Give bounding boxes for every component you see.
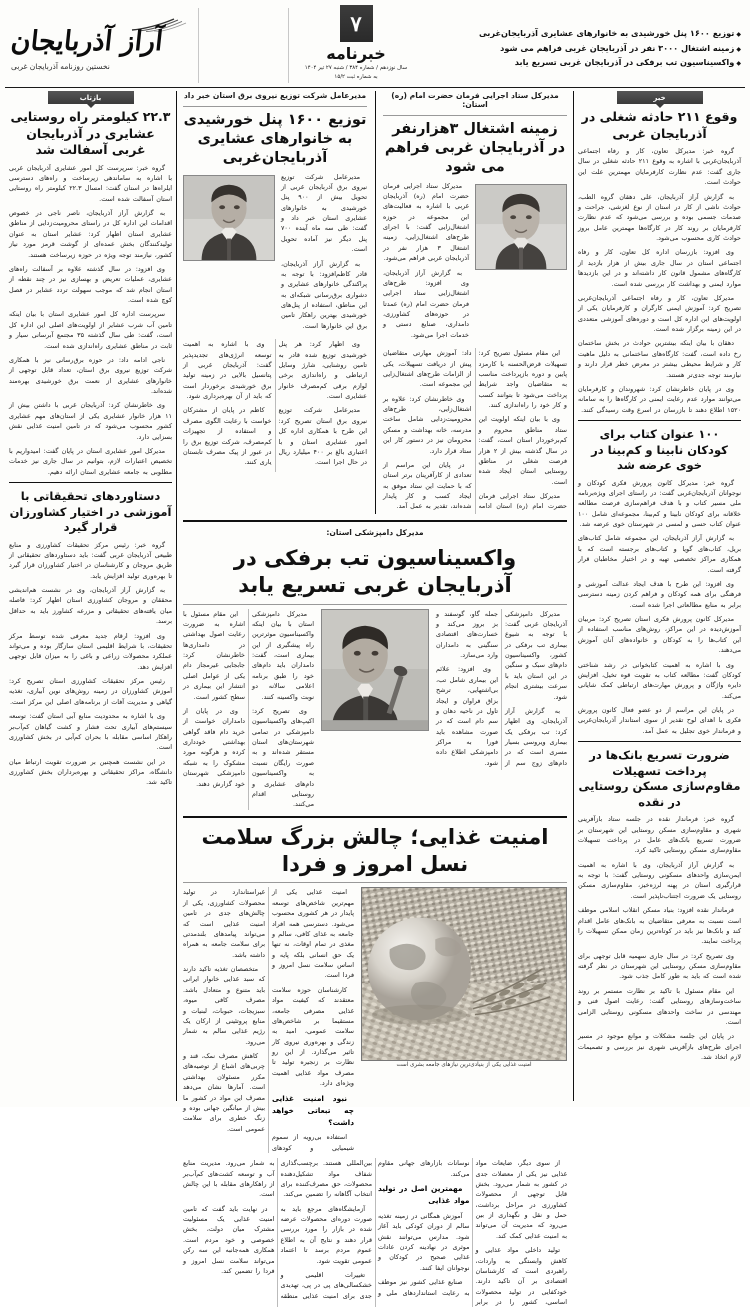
paragraph: به گزارش آراز آذربایجان، وی افزود: طرح‌های اشتغال‌زایی ستاد اجرایی فرمان حضرت امام (ره) عمدتا در حوزه‌های کشاورزی، دامداری، صنایع دستی و خدمات اجرا می‌شود.: [383, 268, 469, 339]
paragraph: آموزش همگانی در زمینه تغذیه سالم از دوران کودکی باید آغاز شود. مدارس می‌توانند نقش موثری در نهادینه کردن عادات غذایی صحیح در کودکان و نوجوانان ایفا کنند.: [378, 1211, 470, 1272]
paragraph: وی تصریح کرد: در سال جاری سهمیه قابل توجهی برای مقاوم‌سازی مسکن روستایی این شهرستان در نظر گرفته شده است که باید به طور کامل جذب شود.: [578, 951, 741, 981]
divider: [383, 115, 567, 116]
paragraph: به گزارش آراز آذربایجان، علی دهقان گروه الطب، حوادث ناشی از کار در استان از نوع لغزشی، جراحت و صدمات جسمی بوده و بررسی می‌شود که عدم نظارت کارفرمایان بر روند کار در کارگاه‌ها مهمترین عامل بروز حوادث کاری محسوب می‌شود.: [578, 192, 741, 242]
paragraph: از سوی دیگر، ضایعات مواد غذایی نیز یکی از معضلات جدی در کشور به شمار می‌رود. بخش قابل توجهی از محصولات کشاورزی در مراحل برداشت، حمل و نقل و نگهداری از بین می‌رود که مدیریت آن می‌تواند به امنیت غذایی کمک کند.: [475, 1159, 567, 1240]
photo-globe-on-wheat-grains: [362, 888, 566, 1060]
left-article-2-headline: ۱۰۰ عنوان کتاب برای کودکان نابینا و کم‌بینا در خوی عرضه شد: [591, 427, 728, 473]
paragraph: در پایان این مراسم از دو عضو فعال کانون پرورش فکری با اهدای لوح تقدیر از سوی استاندار آذربایجان‌غربی و فرماندار خوی تجلیل به عمل آمد.: [578, 706, 741, 735]
paragraph: تغییرات اقلیمی و خشکسالی‌های پی در پی، تهدیدی جدی برای امنیت غذایی منطقه به شمار می‌رود. مدیریت منابع آب و توسعه کشت‌های کم‌آب‌بر از راهکارهای مقابله با این چالش است.: [183, 1159, 372, 1300]
divider: [183, 816, 567, 818]
paragraph: دهقان با بیان اینکه بیشترین حوادث در بخش ساختمان رخ داده است، گفت: کارگاه‌های ساختمانی به دلیل ماهیت کار و شرایط محیطی بیشتر در معرض خطر قرار دارند و نیازمند توجه جدی‌تر هستند.: [578, 339, 741, 379]
mid-top-right-photo: [183, 175, 275, 261]
mid-mid-photo: [321, 609, 429, 731]
mid-top-right-article: [183, 91, 367, 514]
paragraph: وی خاطرنشان کرد: علاوه بر اشتغال‌زایی، طرح‌های محرومیت‌زدایی شامل ساخت مدرسه، خانه بهداشت و مسکن محرومان نیز در دستور کار این ستاد قرار دارد.: [383, 394, 472, 455]
paragraph: تولید داخلی مواد غذایی و کاهش وابستگی به واردات، راهبردی است که کارشناسان اقتصادی بر آن تاکید دارند. خودکفایی در تولید محصولات اساسی، کشور را در برابر نوسانات بازارهای جهانی مقاوم می‌کند.: [378, 1159, 567, 1307]
mid-bottom-article: [183, 824, 567, 1307]
mid-top-left-body-a: [383, 181, 469, 345]
paragraph: وی خاطرنشان کرد: آذربایجان غربی با داشتن بیش از ۱۱ هزار خانوار عشایری یکی از استان‌های مهم عشایری کشور محسوب می‌شود که در تامین امنیت غذایی نقش بسزایی دارد.: [9, 401, 172, 441]
left-article-1-headline: وقوع ۲۱۱ حادثه شغلی در آذربایجان غربی: [581, 109, 738, 141]
paragraph: وی با بیان اینکه اولویت این ستاد مناطق محروم و کم‌برخوردار استان است، گفت: در سال گذشته بیش از ۲ هزار فرصت شغلی در مناطق روستایی استان ایجاد شده است.: [478, 415, 567, 486]
paragraph: مدیرکل تعاون، کار و رفاه اجتماعی آذربایجان‌غربی تصریح کرد: آموزش ایمنی کارگران و کارفرمایان یکی از اولویت‌های این اداره کل است و دوره‌های آموزشی متعددی در این زمینه برگزار شده است.: [578, 293, 741, 333]
masthead-date-block: [297, 4, 415, 85]
paragraph: رئیس مرکز تحقیقات کشاورزی استان تصریح کرد: آموزش کشاورزان در زمینه روش‌های نوین آبیاری، تغذیه گیاهی و مدیریت آفات از برنامه‌های اصلی این مرکز است.: [9, 677, 172, 706]
mid-mid-body-left: [436, 609, 567, 771]
middle-column: [177, 91, 573, 1307]
left-article-3-body: [578, 814, 741, 1062]
paragraph: مدیرکل ستاد اجرایی فرمان حضرت امام (ره) استان ادامه داد: آموزش مهارتی متقاضیان پیش از دریافت تسهیلات، یکی از الزامات طرح‌های اشتغال‌زایی این مجموعه است.: [383, 349, 567, 511]
divider: [183, 604, 567, 605]
portrait-photo-man-suit: [184, 176, 274, 260]
portrait-photo-man-suit: [476, 185, 566, 269]
paragraph: این مقام مسئول با تاکید بر نظارت مستمر بر روند ساخت‌وسازهای روستایی گفت: رعایت اصول فنی و مهندسی در ساخت واحدهای مسکونی روستایی الزامی است.: [578, 986, 741, 1026]
mid-bottom-photo-caption: امنیت غذایی یکی از بنیادی‌ترین نیازهای جامعه بشری است: [396, 1062, 532, 1069]
paragraph: مدیرکل امور عشایری استان در پایان گفت: امیدواریم با تخصیص اعتبارات لازم، بتوانیم در سال جاری نیز خدمات مطلوبی به جامعه عشایری استان ارائه دهیم.: [9, 446, 172, 476]
paragraph: این مقام مسئول تصریح کرد: تسهیلات قرض‌الحسنه با کارمزد پایین و دوره بازپرداخت مناسب به متقاضیان واجد شرایط پرداخت می‌شود تا بتوانند کسب و کار خود را راه‌اندازی کنند.: [478, 349, 567, 410]
newspaper-title: آراز آذربایجان: [9, 26, 165, 57]
mid-mid-kicker: مدیرکل دامپزشکی استان:: [326, 527, 424, 537]
paragraph: وی اظهار کرد: هر پنل خورشیدی توزیع شده قادر به تامین روشنایی، شارژ وسایل ارتباطی و راه‌اندازی برخی لوازم برقی کم‌مصرف خانوار عشایری است.: [278, 340, 367, 401]
mid-top-left-photo: [475, 184, 567, 270]
divider: [578, 741, 741, 742]
paragraph: وی با اشاره به محدودیت منابع آبی استان گفت: توسعه سیستم‌های آبیاری تحت فشار و کشت گیاهان کم‌آب‌بر راهکار اساسی مقابله با بحران کم‌آبی در بخش کشاورزی است.: [9, 712, 172, 752]
paragraph: سرپرست اداره کل امور عشایری استان با بیان اینکه تامین آب شرب عشایر از اولویت‌های اصلی این اداره کل است، گفت: طی سال گذشته ۳۵ مجتمع آبرسانی سیار و ثابت در مناطق عشایری راه‌اندازی شده است.: [9, 310, 172, 350]
left-article-3-headline: ضرورت تسریع بانک‌ها در پرداخت تسهیلات مقاوم‌سازی مسکن روستایی در نقده: [578, 748, 741, 809]
paragraph: کاظم در پایان از مشترکان خواست با رعایت الگوی مصرف و استفاده از تجهیزات کم‌مصرف، شرکت توزیع برق را در عبور از پیک مصرف تابستان یاری کنند.: [183, 406, 272, 467]
left-article-1-body: [578, 146, 741, 415]
mid-bottom-photo: [361, 887, 567, 1061]
mid-top-left-headline: زمینه اشتغال ۳هزارنفر در آذربایجان غربی فراهم می شود: [384, 121, 566, 175]
mid-top-right-body-b: [183, 339, 367, 472]
paragraph: گروه خبر: سرپرست کل امور عشایری آذربایجان غربی با اشاره به ساماندهی زیرساخت و راه‌های دسترسی ایلراه‌ها در استان گفت: امسال ۲۲.۳ کیلومتر راه روستایی استان آسفالت شده است.: [9, 163, 172, 203]
paragraph: مدیرکل کانون پرورش فکری استان تصریح کرد: مربیان آموزش‌دیده در این مراکز، روش‌های مناسب استفاده از این کتاب‌ها را به کودکان و خانواده‌های آنان آموزش می‌دهند.: [578, 615, 741, 655]
paragraph: به گزارش آراز آذربایجان، وی با اشاره به اهمیت ایمن‌سازی واحدهای مسکونی روستایی گفت: با توجه به قرارگیری استان در پهنه لرزه‌خیز، مقاوم‌سازی مسکن روستایی یک ضرورت اجتناب‌ناپذیر است.: [578, 860, 741, 900]
paragraph: به گزارش آراز آذربایجان، وی در نشست هم‌اندیشی محققان و مروجان کشاورزی استان اظهار کرد: فاصله میان یافته‌های تحقیقاتی و مزرعه کشاورز باید به حداقل برسد.: [9, 586, 172, 626]
paragraph: مدیرعامل شرکت توزیع نیروی برق استان تصریح کرد: این طرح با همکاری اداره کل امور عشایری استان و با اعتباری بالغ بر ۴۰۰ میلیارد ریال در حال اجرا است.: [278, 406, 367, 467]
paragraph: وی در پایان از دامداران خواست از خرید دام فاقد گواهی بهداشتی خودداری کرده و هرگونه مورد مشکوک را به شبکه دامپزشکی شهرستان خود گزارش دهند.: [183, 706, 245, 788]
masthead-bullet-2: ◆ زمینه اشتغال ۳۰۰۰ نفر در آذربایجان غربی فراهم می شود: [417, 44, 741, 54]
divider: [183, 106, 367, 107]
mid-mid-headline: واکسیناسیون تب برفکی در آذربایجان غربی تسریع یابد: [233, 545, 517, 597]
paragraph: مدیرعامل شرکت توزیع نیروی برق آذربایجان غربی از تحویل بیش از ۹۰۰ پنل خورشیدی به خانوارهای عشایری استان خبر داد و گفت: طی سه ماه آینده ۷۰۰ پنل دیگر نیز آماده تحویل است.: [281, 172, 367, 254]
right-section-tag: بازتاب: [48, 91, 134, 104]
right-article-1-headline: ۲۲.۳ کیلومتر راه روستایی عشایری در آذربایجان غربی آسفالت شد: [10, 109, 171, 157]
paragraph: این مقام مسئول با اشاره به ضرورت رعایت اصول بهداشتی در دامداری‌ها خاطرنشان کرد: جابجایی غیرمجاز دام یکی از عوامل اصلی انتشار این بیماری در سطح کشور است.: [183, 609, 245, 701]
mid-bottom-photo-wrap: [361, 887, 567, 1068]
mid-bottom-headline: امنیت غذایی؛ چالش بزرگ سلامت نسل امروز و فردا: [201, 824, 549, 876]
mid-mid-article: [183, 528, 567, 810]
paragraph: در نهایت باید گفت که تامین امنیت غذایی یک مسئولیت مشترک میان دولت، بخش خصوصی و خود مردم است. همکاری همه‌جانبه این سه رکن می‌تواند سلامت نسل امروز و فردا را تضمین کند.: [183, 1204, 275, 1275]
paragraph: گروه خبر: رئیس مرکز تحقیقات کشاورزی و منابع طبیعی آذربایجان غربی گفت: باید دستاوردهای تحقیقاتی از طریق مروجان و کارشناسان در اختیار کشاورزان قرار گیرد تا بهره‌وری تولید افزایش یابد.: [9, 540, 172, 580]
paragraph: وی تصریح کرد: اکیپ‌های واکسیناسیون دامپزشکی در تمامی شهرستان‌های استان مستقر شده‌اند و به صورت رایگان نسبت به واکسیناسیون دام‌های عشایری و روستایی اقدام می‌کنند.: [252, 706, 314, 809]
mid-top-left-article: [375, 91, 567, 514]
page-grid: [5, 91, 745, 1307]
paragraph: به گزارش آراز آذربایجان، قادر کاظم‌افزود: با توجه به پراکندگی خانوارهای عشایری و دشواری برق‌رسانی شبکه‌ای به این مناطق، استفاده از پنل‌های خورشیدی بهترین راهکار تامین برق این خانوارها است.: [281, 259, 367, 330]
paragraph: وی افزود: علائم این بیماری شامل تب، بی‌اشتهایی، ترشح بزاق فراوان و ایجاد تاول در ناحیه دهان و سم دام است که در صورت مشاهده باید فورا به مراکز دامپزشکی اطلاع داده شود.: [436, 665, 498, 767]
left-column: [573, 91, 745, 1101]
mid-top-right-body-a: [281, 172, 367, 336]
paragraph: صنایع غذایی کشور نیز موظف به رعایت استانداردهای ملی و بین‌المللی هستند. برچسب‌گذاری شفاف مواد تشکیل‌دهنده محصولات، حق مصرف‌کننده برای انتخاب آگاهانه را تضمین می‌کند.: [280, 1159, 470, 1297]
mid-top-left-kicker: مدیرکل ستاد اجرایی فرمان حضرت امام (ره) استان:: [391, 91, 559, 109]
paragraph: متخصصان تغذیه تاکید دارند که سبد غذایی خانوار ایرانی باید متنوع و متعادل باشد. مصرف کافی میوه، سبزیجات، حبوبات، لبنیات و منابع پروتئینی از ارکان یک رژیم غذایی سالم به شمار می‌رود.: [183, 965, 265, 1046]
paragraph: به گزارش آراز آذربایجان، این مجموعه شامل کتاب‌های بریل، کتاب‌های گویا و کتاب‌های برجسته است که با همکاری مراکز تخصصی تهیه و در اختیار مخاطبان قرار گرفته است.: [578, 534, 741, 574]
paragraph: ناجی ادامه داد: در حوزه برق‌رسانی نیز با همکاری شرکت توزیع نیروی برق استان، تعداد قابل توجهی از خانوارهای عشایری از نعمت برق خورشیدی بهره‌مند شده‌اند.: [9, 355, 172, 395]
divider: [578, 420, 741, 421]
divider: [183, 882, 567, 883]
paragraph: کارشناسان حوزه سلامت معتقدند که کیفیت مواد غذایی مصرفی جامعه، مستقیما بر شاخص‌های سلامت عمومی، امید به زندگی و بهره‌وری نیروی کار تاثیر می‌گذارد. از این رو نظارت بر زنجیره تولید تا مصرف مواد غذایی اهمیت ویژه‌ای دارد.: [272, 985, 354, 1088]
page-number: ۷: [340, 5, 373, 42]
paragraph: مدیرکل دامپزشکی آذربایجان غربی گفت: با توجه به شیوع بیماری تب برفکی در کشور، واکسیناسیون دام‌های سبک و سنگین در این استان باید با سرعت بیشتری انجام شود.: [505, 609, 567, 701]
masthead-bullets: [415, 4, 745, 85]
paragraph: امنیت غذایی یکی از مهم‌ترین شاخص‌های توسعه پایدار در هر کشوری محسوب می‌شود. دسترسی همه افراد جامعه به غذای کافی، سالم و مغذی در تمام اوقات، نه تنها یک حق انسانی بلکه پایه و اساس سلامت نسل امروز و فردا است.: [272, 888, 354, 980]
paragraph: کاهش مصرف نمک، قند و چربی‌های اشباع از توصیه‌های مکرر مسئولان بهداشتی است. آمارها نشان می‌دهد مصرف این مواد در کشور ما بیش از میانگین جهانی بوده و زنگ خطری برای سلامت عمومی است.: [183, 1052, 265, 1133]
masthead-bullet-3: ◆ واکسیناسیون تب برفکی در آذربایجان غربی تسریع یابد: [417, 58, 741, 68]
mid-bottom-subhead-2: مهمترین اصل در تولید مواد غذایی: [378, 1183, 470, 1205]
masthead-date-line-1: سال نوزدهم / شماره ۳۸۴ / شنبه ۲۷ تیر ۱۴۰۴: [304, 65, 408, 71]
photo-man-at-microphone: [322, 610, 428, 730]
paragraph: در این نشست همچنین بر ضرورت تقویت ارتباط میان دانشگاه، مراکز تحقیقاتی و بهره‌برداران بخش کشاورزی تاکید شد.: [9, 757, 172, 787]
mid-mid-body-right: [183, 609, 314, 810]
mid-top-right-headline: توزیع ۱۶۰۰ پنل خورشیدی به خانوارهای عشایری آذربایجان‌غربی: [183, 112, 367, 166]
paragraph: وی افزود: ارقام جدید معرفی شده توسط مرکز تحقیقات، با شرایط اقلیمی استان سازگار بوده و می‌تواند عملکرد محصولات زراعی و باغی را به میزان قابل توجهی افزایش دهد.: [9, 631, 172, 671]
divider: [183, 520, 567, 522]
right-article-2-body: [9, 540, 172, 788]
paragraph: وی در پایان خاطرنشان کرد: شهروندان و کارفرمایان می‌توانند موارد عدم رعایت ایمنی در کارگاه‌ها را به سامانه ۱۵۲۰ اطلاع دهند تا بازرسان در اسرع وقت رسیدگی کنند.: [578, 384, 741, 414]
left-article-2-body: [578, 478, 741, 737]
right-article-2-headline: دستاوردهای تحقیقاتی با آموزشی در اختیار کشاورزان قرار گیرد: [9, 489, 172, 535]
paragraph: وی با اشاره به اهمیت کتابخوانی در رشد شناختی کودکان گفت: مطالعه کتاب به تقویت قوه تخیل، افزایش دایره واژگان و پرورش مهارت‌های ارتباطی کمک شایانی می‌کند.: [578, 660, 741, 700]
mid-bottom-body-top: [183, 887, 354, 1153]
mid-bottom-body-bottom: [183, 1158, 567, 1307]
paragraph: در پایان این جلسه مشکلات و موانع موجود در مسیر اجرای طرح‌های بازآفرینی شهری نیز بررسی و تصمیمات لازم اتخاذ شد.: [578, 1032, 741, 1062]
mid-top-row: [183, 91, 567, 514]
masthead-bullet-1: ◆ توزیع ۱۶۰۰ پنل خورشیدی به خانوارهای عشایری آذربایجان‌غربی: [417, 29, 741, 39]
right-column: [5, 91, 177, 1101]
masthead-spacer: [198, 8, 289, 83]
mid-top-left-body-b: [383, 348, 567, 514]
left-section-tag: خبر: [617, 91, 703, 104]
paragraph: مدیرکل دامپزشکی استان با بیان اینکه واکسیناسیون موثرترین راه پیشگیری از این بیماری است، گفت: دامداران باید دام‌های خود را طبق برنامه اعلامی سالانه دو نوبت واکسینه کنند.: [252, 609, 314, 701]
masthead-logo: [5, 4, 190, 85]
paragraph: گروه خبر: مدیرکل کانون پرورش فکری کودکان و نوجوانان آذربایجان‌غربی گفت: در راستای اجرای ویژه‌برنامه ملی مسیر کتاب و با هدف فراهم‌سازی فرصت مطالعه خلاقانه برای کودکان نابینا و کم‌بینا، مجموعه‌ای شامل ۱۰۰ عنوان کتاب حسی و لمسی در شهرستان خوی عرضه شد.: [578, 478, 741, 529]
paragraph: وی افزود: در سال گذشته علاوه بر آسفالت راه‌های عشایری، عملیات تعریض و بهسازی نیز در چند نقطه از استان انجام شد که موجب سهولت تردد عشایر در فصل کوچ شده است.: [9, 264, 172, 304]
masthead-date-line-2: به شماره ثبت ۱۵/۲: [334, 74, 378, 81]
mid-bottom-subhead-1: نبود امنیت غذایی چه تبعاتی خواهد داشت؟: [272, 1093, 354, 1127]
right-article-1-body: [9, 163, 172, 478]
mid-top-right-kicker: مدیرعامل شرکت توزیع نیروی برق استان خبر داد: [183, 91, 367, 100]
mid-mid-photo-wrap: [321, 609, 429, 731]
masthead: [5, 4, 745, 88]
paragraph: گروه خبر: فرماندار نقده در جلسه ستاد بازآفرینی شهری و مقاوم‌سازی مسکن روستایی این شهرستان بر ضرورت تسریع بانک‌های عامل در پرداخت تسهیلات مقاوم‌سازی مسکن روستایی تاکید کرد.: [578, 815, 741, 855]
paragraph: گروه خبر: مدیرکل تعاون، کار و رفاه اجتماعی آذربایجان‌غربی با اشاره به وقوع ۲۱۱ حادثه شغلی در سال جاری گفت: عدم نظارت کارفرمایان مهمترین علت این حوادث است.: [578, 147, 741, 187]
paragraph: استفاده بی‌رویه از سموم شیمیایی و کودهای غیراستاندارد در تولید محصولات کشاورزی، یکی از چالش‌های جدی در تامین امنیت غذایی است که می‌تواند پیامدهای بلندمدتی برای سلامت جامعه به همراه داشته باشد.: [183, 888, 354, 1152]
divider: [9, 482, 172, 483]
paragraph: به گزارش آراز آذربایجان، ناصر ناجی در خصوص اقدامات این اداره کل در راستای محرومیت‌زدایی از مناطق عشایری استان اظهار کرد: عشایر استان به عنوان تولیدکنندگان بخش عمده‌ای از گوشت قرمز مورد نیاز کشور، نیازمند توجه ویژه در حوزه زیرساخت هستند.: [9, 209, 172, 259]
paragraph: به گزارش آراز آذربایجان، وی اظهار کرد: تب برفکی یک بیماری ویروسی بسیار مسری است که در دام‌های زوج سم از جمله گاو، گوسفند و بز بروز می‌کند و خسارت‌های اقتصادی سنگینی به دامداران وارد می‌سازد.: [436, 609, 567, 767]
newspaper-subtitle: نخستین روزنامه آذربایجان غربی: [11, 62, 110, 71]
paragraph: وی افزود: بازرسان اداره کل تعاون، کار و رفاه اجتماعی استان در سال جاری بیش از هزار بازدید از کارگاه‌های مشمول قانون کار داشته‌اند و در این بازدیدها موارد ایمنی و بهداشت کار بررسی شده است.: [578, 248, 741, 288]
paragraph: وی با اشاره به اهمیت توسعه انرژی‌های تجدیدپذیر گفت: آذربایجان غربی از پتانسیل بالایی در زمینه تولید برق خورشیدی برخوردار است که باید از آن بهره‌برداری شود.: [183, 340, 272, 401]
paragraph: مدیرکل ستاد اجرایی فرمان حضرت امام (ره) آذربایجان غربی با اشاره به فعالیت‌های این مجموعه در حوزه اشتغال‌زایی گفت: با اجرای طرح‌های اشتغال‌زایی، زمینه اشتغال ۳ هزار نفر در آذربایجان غربی فراهم می‌شود.: [383, 181, 470, 263]
paragraph: فرماندار نقده افزود: بنیاد مسکن انقلاب اسلامی موظف است نسبت به معرفی متقاضیان به بانک‌های عامل اقدام کند و بانک‌ها نیز باید در کوتاه‌ترین زمان ممکن تسهیلات را پرداخت نمایند.: [578, 906, 741, 946]
paragraph: در پایان این مراسم از تعدادی از کارآفرینان برتر استان که با حمایت این ستاد موفق به ایجاد کسب و کار پایدار شده‌اند، تقدیر به عمل آمد.: [383, 460, 472, 511]
paragraph: آزمایشگاه‌های مرجع باید به صورت دوره‌ای محصولات عرضه شده در بازار را مورد بررسی قرار دهند و نتایج آن به اطلاع عموم مردم برسد تا اعتماد عمومی تقویت شود.: [280, 1204, 372, 1265]
paragraph: وی افزود: این طرح با هدف ایجاد عدالت آموزشی و فرهنگی برای همه کودکان و فراهم کردن زمینه دسترسی برابر به منابع مطالعاتی اجرا شده است.: [578, 579, 741, 609]
section-label: خبرنامه: [326, 44, 386, 63]
